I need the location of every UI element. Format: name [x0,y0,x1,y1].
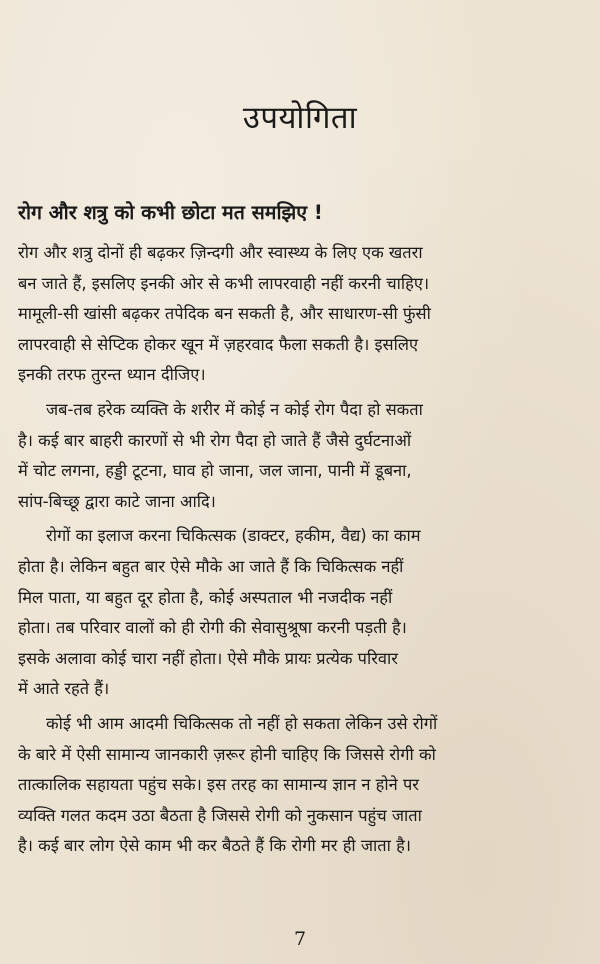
text-line: मामूली-सी खांसी बढ़कर तपेदिक बन सकती है, और साधारण-सी फुंसी [18,304,431,324]
text-line: इनकी तरफ तुरन्त ध्यान दीजिए। [18,365,206,385]
text-line: रोगों का इलाज करना चिकित्सक (डाक्टर, हकीम, वैद्य) का काम [46,526,421,546]
section-heading: रोग और शत्रु को कभी छोटा मत समझिए ! [18,201,323,224]
text-line: बन जाते हैं, इसलिए इनकी ओर से कभी लापरवाही नहीं करनी चाहिए। [18,273,430,293]
page-number: 7 [293,928,307,950]
text-line: व्यक्ति गलत कदम उठा बैठता है जिससे रोगी को नुकसान पहुंच जाता [18,805,422,825]
page-title: उपयोगिता [242,100,358,136]
text-line: तात्कालिक सहायता पहुंच सके। इस तरह का सामान्य ज्ञान न होने पर [18,775,419,795]
text-line: के बारे में ऐसी सामान्य जानकारी ज़रूर होनी चाहिए कि जिससे रोगी को [18,744,436,764]
text-line: इसके अलावा कोई चारा नहीं होता। ऐसे मौके प्रायः प्रत्येक परिवार [18,648,398,668]
text-line: रोग और शत्रु दोनों ही बढ़कर ज़िन्दगी और स्वास्थ्य के लिए एक खतरा [18,243,423,262]
body-text [18,238,588,862]
text-line: कोई भी आम आदमी चिकित्सक तो नहीं हो सकता लेकिन उसे रोगों [46,713,438,733]
text-line: जब-तब हरेक व्यक्ति के शरीर में कोई न कोई रोग पैदा हो सकता [46,399,423,419]
text-line: सांप-बिच्छू द्वारा काटे जाना आदि। [18,491,216,511]
text-line: है। कई बार बाहरी कारणों से भी रोग पैदा हो जाते हैं जैसे दुर्घटनाओं [18,430,412,450]
text-line: होता है। लेकिन बहुत बार ऐसे मौके आ जाते हैं कि चिकित्सक नहीं [18,556,404,576]
text-line: में आते रहते हैं। [18,679,110,699]
text-line: है। कई बार लोग ऐसे काम भी कर बैठते हैं कि रोगी मर ही जाता है। [18,836,411,856]
text-line: होता। तब परिवार वालों को ही रोगी की सेवासुश्रूषा करनी पड़ती है। [18,618,407,638]
text-line: मिल पाता, या बहुत दूर होता है, कोई अस्पताल भी नजदीक नहीं [18,587,393,607]
text-line: में चोट लगना, हड्डी टूटना, घाव हो जाना, जल जाना, पानी में डूबना, [18,461,412,481]
text-line: लापरवाही से सेप्टिक होकर खून में ज़हरवाद फैला सकती है। इसलिए [18,334,419,354]
